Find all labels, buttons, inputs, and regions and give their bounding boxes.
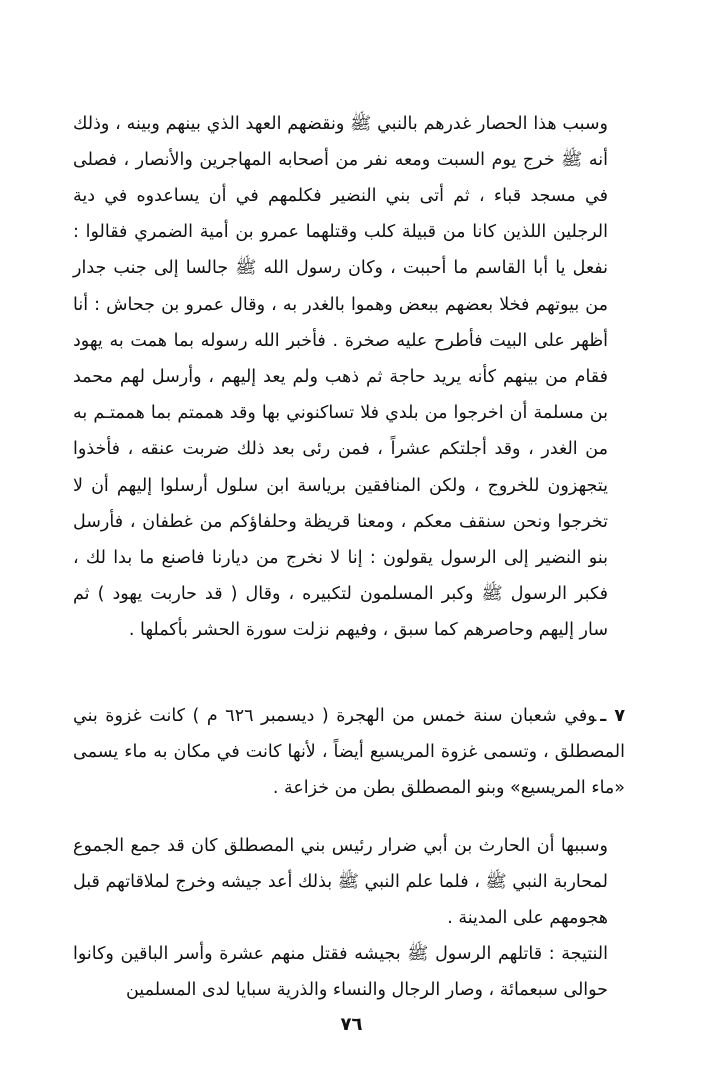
item-number: ٧ ـ — [600, 705, 626, 726]
numbered-paragraph-banu-mustaliq — [73, 698, 625, 807]
page-number: ٧٦ — [340, 1014, 363, 1035]
paragraph-mustaliq-cause: وسببها أن الحارث بن أبي ضرار رئيس بني المصطلق كان قد جمع الجموع لمحاربة النبي ﷺ ، فلما علم النبي ﷺ بذلك أعد جيشه وخرج لملاقاتهم قبل هجومهم على المدينة . — [73, 835, 608, 928]
paragraph-banu-nadir-cause: وسبب هذا الحصار غدرهم بالنبي ﷺ ونقضهم العهد الذي بينهم وبينه ، وذلك أنه ﷺ خرج يوم السبت ومعه نفر من أصحابه المهاجرين والأنصار ، فصلى في مسجد قباء ، ثم أتى بني النضير فكلمهم في أن يساعدوه في دية الرجلين اللذين كانا من قبيلة كلب وقتلهما عمرو بن أمية الضمري فقالوا : نفعل يا أبا القاسم ما أحببت ، وكان رسول الله ﷺ جالسا إلى جنب جدار من بيوتهم فخلا بعضهم ببعض وهموا بالغدر به ، وقال عمرو بن جحاش : أنا أظهر على البيت فأطرح عليه صخرة . فأخبر الله رسوله بما همت به يهود فقام من بينهم كأنه يريد حاجة ثم ذهب ولم يعد إليهم ، وأرسل لهم محمد بن مسلمة أن اخرجوا من بلدي فلا تساكنوني بها وقد هممتم بما هممتـم به من الغدر ، وقد أجلتكم عشراً ، فمن رئى بعد ذلك ضربت عنقه ، فأخذوا يتجهزون للخروج ، ولكن المنافقين برياسة ابن سلول أرسلوا إليهم أن لا تخرجوا ونحن سنقف معكم ، ومعنا قريظة وحلفاؤكم من غطفان ، فأرسل بنو النضير إلى الرسول يقولون : إنا لا نخرج من ديارنا فاصنع ما بدا لك ، فكبر الرسول ﷺ وكبر المسلمون لتكبيره ، وقال ( قد حاربت يهود ) ثم سار إليهم وحاصرهم كما سبق ، وفيهم نزلت سورة الحشر بأكملها . — [73, 113, 608, 641]
paragraph-result: النتيجة : قاتلهم الرسول ﷺ بجيشه فقتل منهم عشرة وأسر الباقين وكانوا حوالى سبعمائة ، وصار الرجال والنساء والذرية سبايا لدى المسلمين — [73, 943, 608, 1000]
numbered-paragraph-text: وفي شعبان سنة خمس من الهجرة ( ديسمبر ٦٢٦ م ) كانت غزوة بني المصطلق ، وتسمى غزوة المريسيع أيضاً ، لأنها كانت في مكان به ماء يسمى «ماء المريسيع» وبنو المصطلق بطن من خزاعة . — [73, 705, 625, 798]
